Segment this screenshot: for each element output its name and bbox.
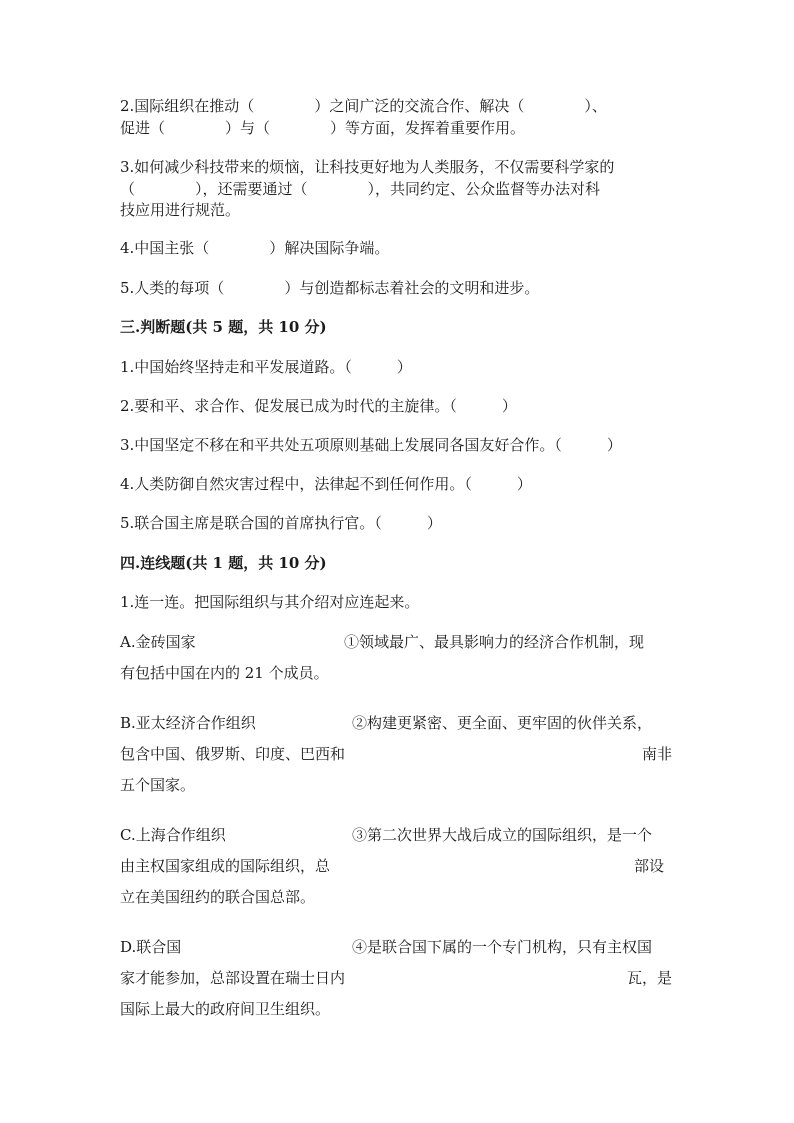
match-instruction: 1.连一连。把国际组织与其介绍对应连起来。 xyxy=(120,593,420,611)
match-desc-d-line2: 家才能参加，总部设置在瑞士日内 xyxy=(120,969,346,987)
judge-item-2: 2.要和平、求合作、促发展已成为时代的主旋律。（ ） xyxy=(120,397,517,415)
match-desc-c-line2-end: 部设 xyxy=(633,857,664,875)
match-heading: 四.连线题(共 1 题，共 10 分) xyxy=(120,554,327,572)
match-desc-d-line3: 国际上最大的政府间卫生组织。 xyxy=(120,1000,331,1018)
fill-q5: 5.人类的每项（ ）与创造都标志着社会的文明和进步。 xyxy=(120,279,540,297)
match-org-b: B.亚太经济合作组织 xyxy=(120,714,256,732)
fill-q4: 4.中国主张（ ）解决国际争端。 xyxy=(120,239,390,257)
judge-item-5: 5.联合国主席是联合国的首席执行官。（ ） xyxy=(120,514,442,532)
match-desc-b-line1: ②构建更紧密、更全面、更牢固的伙伴关系， xyxy=(352,714,653,732)
match-desc-b-line2: 包含中国、俄罗斯、印度、巴西和 xyxy=(120,745,346,763)
match-desc-c-line1: ③第二次世界大战后成立的国际组织，是一个 xyxy=(352,826,653,844)
judge-item-3: 3.中国坚定不移在和平共处五项原则基础上发展同各国友好合作。（ ） xyxy=(120,436,622,454)
match-org-a: A.金砖国家 xyxy=(120,633,196,651)
judge-heading: 三.判断题(共 5 题，共 10 分) xyxy=(120,318,327,336)
match-desc-c-line2: 由主权国家组成的国际组织，总 xyxy=(120,857,331,875)
match-desc-a-line2: 有包括中国在内的 21 个成员。 xyxy=(120,664,329,682)
match-desc-b-line2-end: 南非 xyxy=(641,745,672,763)
match-desc-b-line3: 五个国家。 xyxy=(120,776,196,794)
judge-item-4: 4.人类防御自然灾害过程中，法律起不到任何作用。（ ） xyxy=(120,475,532,493)
fill-q3-line1: 3.如何减少科技带来的烦恼，让科技更好地为人类服务，不仅需要科学家的 xyxy=(120,158,615,176)
judge-item-1: 1.中国始终坚持走和平发展道路。（ ） xyxy=(120,358,412,376)
fill-q2-line2: 促进（ ）与（ ）等方面，发挥着重要作用。 xyxy=(120,119,526,137)
match-desc-d-line2-end: 瓦，是 xyxy=(626,969,672,987)
match-org-d: D.联合国 xyxy=(120,938,182,956)
match-desc-d-line1: ④是联合国下属的一个专门机构，只有主权国 xyxy=(352,938,653,956)
fill-q2-line1: 2.国际组织在推动（ ）之间广泛的交流合作、解决（ ）、 xyxy=(120,97,607,115)
match-org-c: C.上海合作组织 xyxy=(120,826,226,844)
match-desc-c-line3: 立在美国纽约的联合国总部。 xyxy=(120,888,316,906)
fill-q3-line3: 技应用进行规范。 xyxy=(120,201,241,219)
match-desc-a-line1: ①领域最广、最具影响力的经济合作机制，现 xyxy=(344,633,645,651)
fill-q3-line2: （ ），还需要通过（ ），共同约定、公众监督等办法对科 xyxy=(120,180,601,198)
